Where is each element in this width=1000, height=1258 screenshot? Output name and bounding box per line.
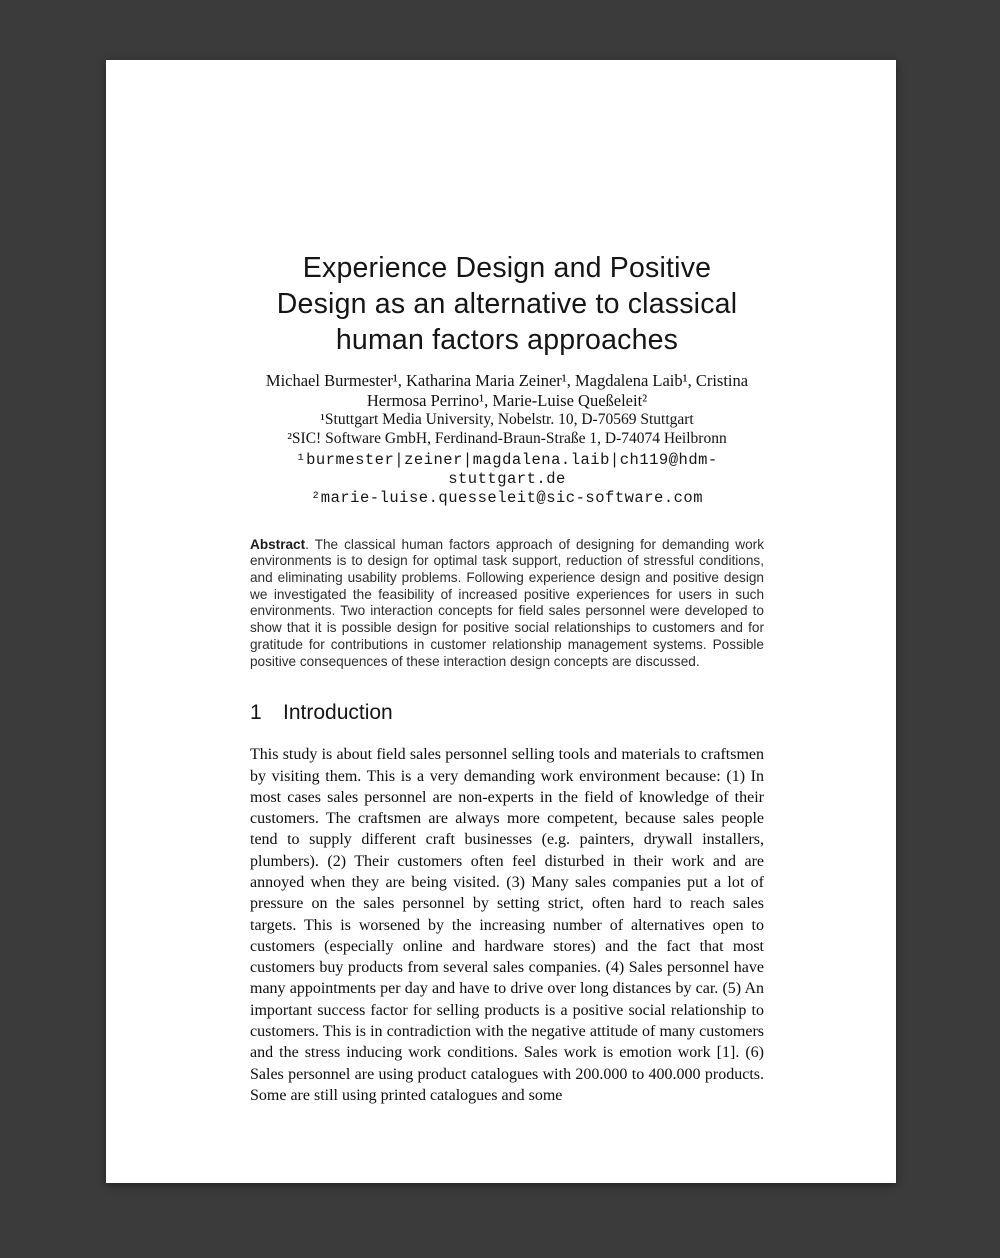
affiliations — [250, 410, 764, 449]
authors-line: Michael Burmester¹, Katharina Maria Zeiner¹, Magdalena Laib¹, Cristina — [265, 371, 749, 390]
body-paragraph: This study is about field sales personnel selling tools and materials to craftsmen by visiting them. This is a very demanding work environment because: (1) In most cases sales personnel are non-experts in the field of knowledge of their customers. The craftsmen are always more competent, because sales people tend to supply different craft businesses (e.g. painters, drywall installers, plumbers). (2) Their customers often feel disturbed in their work and are annoyed when they are being visited. (3) Many sales companies put a lot of pressure on the sales personnel by setting strict, often hard to reach sales targets. This is worsened by the increasing number of alternatives open to customers (especially online and hardware stores) and the fact that most customers buy products from several sales companies. (4) Sales personnel have many appointments per day and have to drive over long distances by car. (5) An important success factor for selling products is a positive social relationship to customers. This is in contradiction with the negative attitude of many customers and the stress inducing work conditions. Sales work is emotion work [1]. (6) Sales personnel are using product catalogues with 200.000 to 400.000 products. Some are still using printed catalogues and some — [250, 746, 764, 1104]
paper-title — [250, 250, 764, 358]
author-emails — [250, 451, 764, 508]
abstract — [250, 537, 764, 671]
email-line: stuttgart.de — [448, 469, 566, 488]
abstract-text: . The classical human factors approach of designing for demanding work environments is to design for optimal task support, reduction of stressful conditions, and eliminating usability problems. Following experience design and positive design we investigated the feasibility of increased positive experiences for users in such environments. Two interaction concepts for field sales personnel were developed to show that it is possible design for positive social relationships to customers and for gratitude for contributions in customer relationship management systems. Possible positive consequences of these interaction design concepts are discussed. — [250, 536, 764, 669]
title-line: Design as an alternative to classical — [276, 288, 738, 320]
affiliation-line: ¹Stuttgart Media University, Nobelstr. 10, D-70569 Stuttgart — [320, 411, 694, 428]
abstract-label: Abstract — [250, 536, 306, 552]
title-line: human factors approaches — [335, 324, 679, 356]
paper-page — [106, 60, 896, 1183]
author-list — [250, 371, 764, 410]
affiliation-line: ²SIC! Software GmbH, Ferdinand-Braun-Straße 1, D-74074 Heilbronn — [287, 430, 727, 448]
email-line: ²marie-luise.quesseleit@sic-software.com — [310, 488, 704, 507]
authors-line: Hermosa Perrino¹, Marie-Luise Queßeleit² — [366, 390, 648, 410]
title-line: Experience Design and Positive — [302, 252, 712, 284]
section-heading — [250, 701, 764, 725]
section-number: 1 — [250, 701, 262, 725]
email-line: ¹burmester|zeiner|magdalena.laib|ch119@hdm- — [296, 450, 718, 469]
section-title: Introduction — [283, 701, 393, 725]
